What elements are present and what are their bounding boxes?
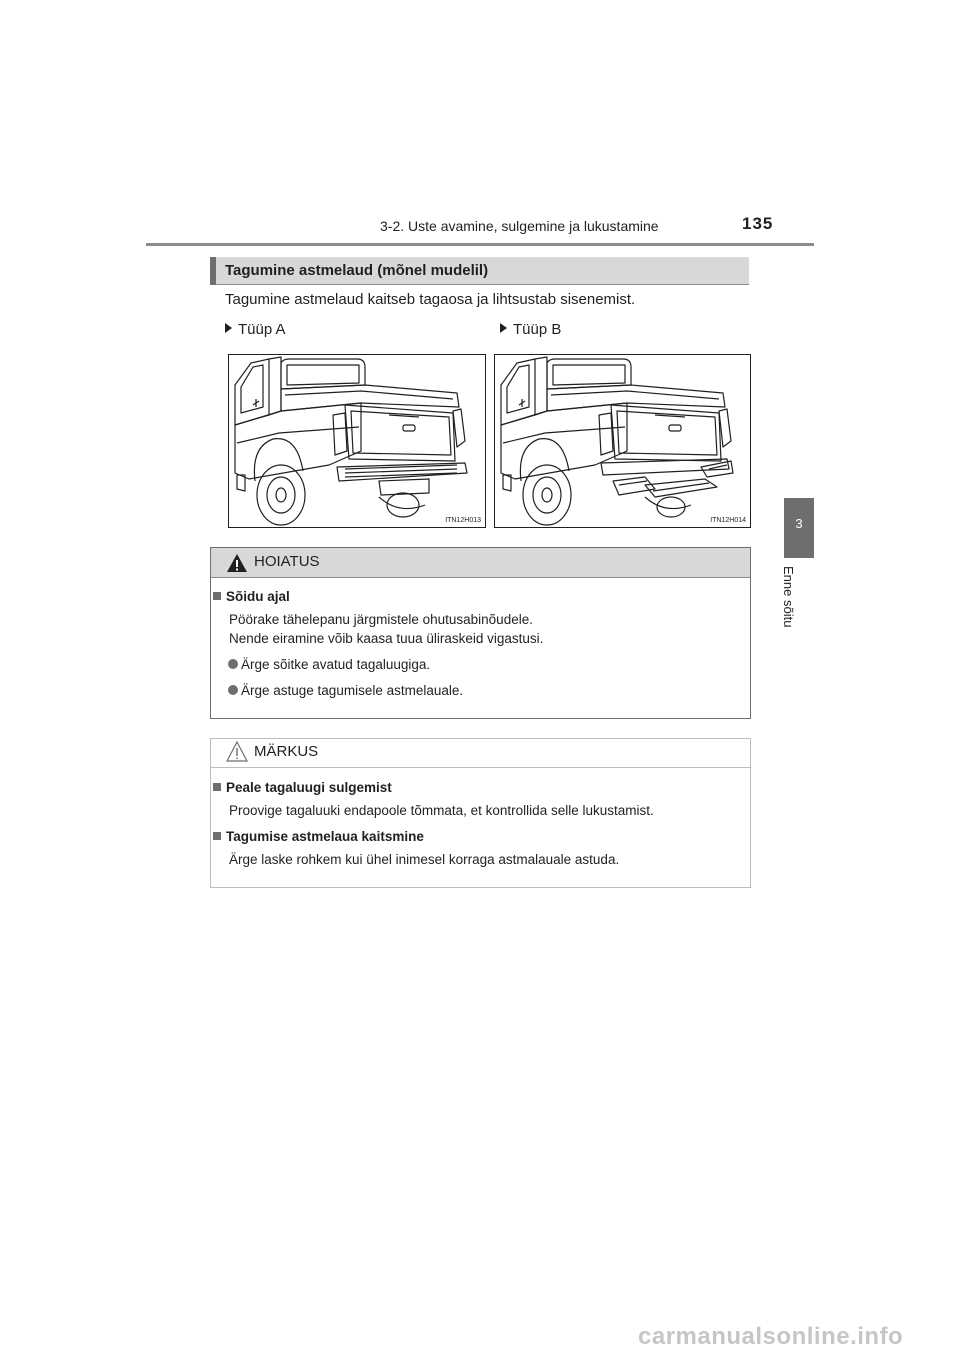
notice-title: MÄRKUS [254,743,319,760]
type-b-text: Tüüp B [513,321,562,338]
type-a-label [225,321,286,338]
section-heading-accent [210,257,216,285]
square-bullet-icon [213,783,221,791]
intro-paragraph: Tagumine astmelaud kaitseb tagaosa ja lihtsustab sisenemist. [225,291,636,308]
warning-bullet [228,657,430,672]
notice-subheading-text: Tagumise astmelaua kaitsmine [226,829,424,844]
pickup-rear-step-b-illustration [495,355,750,527]
warning-title: HOIATUS [254,553,320,570]
chapter-title: Enne sõitu [781,566,796,628]
triangle-bullet-icon [225,323,232,333]
section-title: Tagumine astmelaud (mõnel mudelil) [225,262,489,279]
figure-type-a [228,354,486,528]
notice-subheading-text: Peale tagaluugi sulgemist [226,780,392,795]
notice-subheading [213,829,424,844]
warning-text-line: Pöörake tähelepanu järgmistele ohutusabinõudele. [229,612,533,627]
triangle-bullet-icon [500,323,507,333]
running-header: 3-2. Uste avamine, sulgemine ja lukustamine [380,218,659,234]
watermark: carmanualsonline.info [638,1323,904,1350]
figure-code-a: ITN12H013 [445,517,481,524]
type-b-label [500,321,561,338]
chapter-number: 3 [795,516,803,531]
warning-text-line: Nende eiramine võib kaasa tuua üliraskeid vigastusi. [229,631,544,646]
square-bullet-icon [213,832,221,840]
header-divider [146,243,814,246]
notice-text: Proovige tagaluuki endapoole tõmmata, et kontrollida selle lukustamist. [229,803,654,818]
figure-type-b [494,354,751,528]
page-number: 135 [742,214,774,233]
warning-triangle-icon [226,553,248,578]
notice-text: Ärge laske rohkem kui ühel inimesel korraga astmalauale astuda. [229,852,620,867]
warning-subheading-text: Sõidu ajal [226,589,290,604]
round-bullet-icon [228,685,238,695]
warning-bullet-text: Ärge sõitke avatud tagaluugiga. [241,657,431,672]
square-bullet-icon [213,592,221,600]
figure-code-b: ITN12H014 [710,517,746,524]
type-a-text: Tüüp A [238,321,286,338]
pickup-rear-step-a-illustration [229,355,485,527]
notice-subheading [213,780,392,795]
round-bullet-icon [228,659,238,669]
warning-subheading [213,589,290,604]
notice-triangle-icon [226,741,248,768]
warning-bullet-text: Ärge astuge tagumisele astmelauale. [241,683,464,698]
warning-bullet [228,683,463,698]
